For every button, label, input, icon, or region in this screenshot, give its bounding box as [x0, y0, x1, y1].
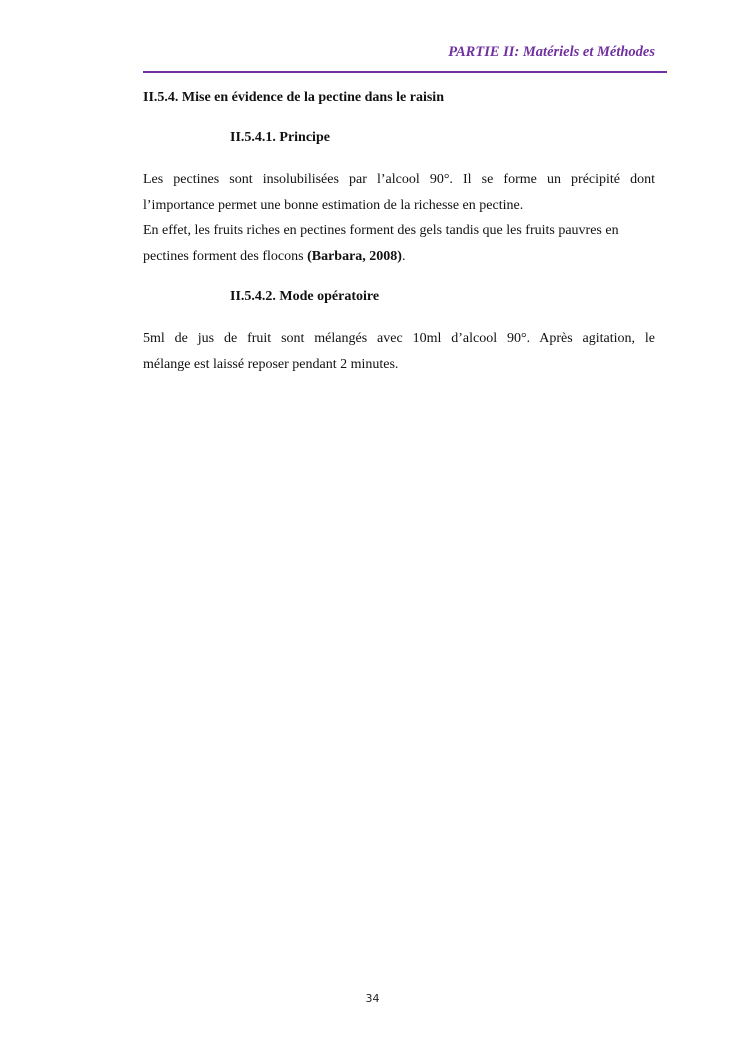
section-title: II.5.4. Mise en évidence de la pectine dans le raisin: [143, 90, 444, 105]
principle-line-4: [143, 244, 655, 270]
principle-line-2: l’importance permet une bonne estimation de la richesse en pectine.: [143, 197, 524, 213]
header-title: PARTIE II: Matériels et Méthodes: [448, 44, 655, 60]
principle-line-4-end: .: [401, 248, 406, 264]
page-number: 34: [365, 992, 380, 1005]
procedure-title: II.5.4.2. Mode opératoire: [230, 289, 380, 304]
principle-line-4-text: pectines forment des flocons: [143, 248, 308, 264]
principle-paragraph: [143, 167, 655, 269]
principle-title: II.5.4.1. Principe: [230, 130, 330, 145]
procedure-line-1: 5ml de jus de fruit sont mélangés avec 10ml d’alcool 90°. Après agitation, le: [143, 331, 655, 346]
procedure-line-2: mélange est laissé reposer pendant 2 minutes.: [143, 356, 399, 372]
principle-line-1: Les pectines sont insolubilisées par l’alcool 90°. Il se forme un précipité dont: [143, 172, 655, 187]
principle-line-3: En effet, les fruits riches en pectines forment des gels tandis que les fruits pauvres en: [143, 223, 619, 238]
procedure-paragraph: [143, 326, 655, 377]
header-divider: [143, 71, 667, 73]
citation: (Barbara, 2008): [307, 248, 402, 264]
